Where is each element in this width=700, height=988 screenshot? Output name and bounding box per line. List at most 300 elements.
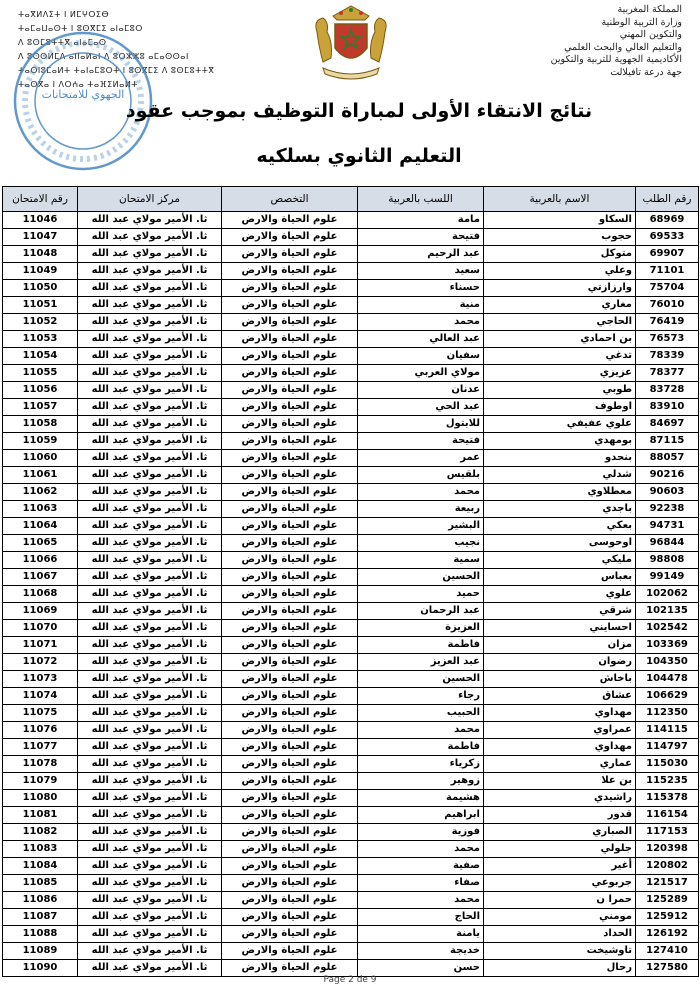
specialty-cell: علوم الحياة والارض xyxy=(222,416,358,433)
exam-number-cell: 11084 xyxy=(3,858,78,875)
request-number-cell: 103369 xyxy=(636,637,699,654)
family-name-cell: عمراوي xyxy=(484,722,636,739)
exam-center-cell: ثا. الأمير مولاي عبد الله xyxy=(78,858,222,875)
specialty-cell: علوم الحياة والارض xyxy=(222,484,358,501)
given-name-cell: عدنان xyxy=(358,382,484,399)
given-name-cell: مولاي العربي xyxy=(358,365,484,382)
page-subtitle: التعليم الثانوي بسلكيه xyxy=(256,145,462,167)
specialty-cell: علوم الحياة والارض xyxy=(222,586,358,603)
family-name-cell: أغير xyxy=(484,858,636,875)
specialty-cell: علوم الحياة والارض xyxy=(222,875,358,892)
exam-center-cell: ثا. الأمير مولاي عبد الله xyxy=(78,416,222,433)
table-row xyxy=(3,416,699,433)
request-number-cell: 78339 xyxy=(636,348,699,365)
given-name-cell: زوهير xyxy=(358,773,484,790)
exam-number-cell: 11087 xyxy=(3,909,78,926)
request-number-cell: 106629 xyxy=(636,688,699,705)
request-number-cell: 88057 xyxy=(636,450,699,467)
exam-number-cell: 11079 xyxy=(3,773,78,790)
header-line: ⵜⴰⴳⵍⴷⵉⵜ ⵏ ⵍⵎⵖⵔⵉⴱ xyxy=(18,10,110,19)
column-header: رقم الامتحان xyxy=(3,187,78,212)
family-name-cell: مليكي xyxy=(484,552,636,569)
exam-center-cell: ثا. الأمير مولاي عبد الله xyxy=(78,926,222,943)
request-number-cell: 87115 xyxy=(636,433,699,450)
specialty-cell: علوم الحياة والارض xyxy=(222,960,358,977)
table-row xyxy=(3,722,699,739)
specialty-cell: علوم الحياة والارض xyxy=(222,314,358,331)
given-name-cell: سعيد xyxy=(358,263,484,280)
specialty-cell: علوم الحياة والارض xyxy=(222,620,358,637)
given-name-cell: محمد xyxy=(358,484,484,501)
request-number-cell: 90216 xyxy=(636,467,699,484)
exam-number-cell: 11050 xyxy=(3,280,78,297)
header-line: ⴷ ⵓⵙⵙⵍⵎⴷ ⴰⵏⵏⴰⵍⴰⵏ ⴷ ⵓⵔⵣⵣⵓ ⴰⵎⴰⵙⵙⴰⵏ xyxy=(18,52,189,61)
family-name-cell: بنحدو xyxy=(484,450,636,467)
exam-center-cell: ثا. الأمير مولاي عبد الله xyxy=(78,739,222,756)
exam-center-cell: ثا. الأمير مولاي عبد الله xyxy=(78,586,222,603)
column-header: اللسب بالعربية xyxy=(358,187,484,212)
table-row xyxy=(3,603,699,620)
exam-number-cell: 11056 xyxy=(3,382,78,399)
table-row xyxy=(3,909,699,926)
given-name-cell: فاطمة xyxy=(358,637,484,654)
exam-number-cell: 11066 xyxy=(3,552,78,569)
request-number-cell: 92238 xyxy=(636,501,699,518)
family-name-cell: علوي xyxy=(484,586,636,603)
exam-number-cell: 11088 xyxy=(3,926,78,943)
exam-number-cell: 11047 xyxy=(3,229,78,246)
request-number-cell: 69533 xyxy=(636,229,699,246)
request-number-cell: 98808 xyxy=(636,552,699,569)
table-row xyxy=(3,484,699,501)
exam-number-cell: 11058 xyxy=(3,416,78,433)
request-number-cell: 76573 xyxy=(636,331,699,348)
given-name-cell: الحسين xyxy=(358,671,484,688)
specialty-cell: علوم الحياة والارض xyxy=(222,688,358,705)
exam-center-cell: ثا. الأمير مولاي عبد الله xyxy=(78,229,222,246)
given-name-cell: محمد xyxy=(358,841,484,858)
header-line: ⴷ ⵓⵙⵎⵓⵜⵜⴳ ⴰⵏⴰⵎⴰⵙ xyxy=(18,38,107,47)
table-row xyxy=(3,518,699,535)
specialty-cell: علوم الحياة والارض xyxy=(222,518,358,535)
exam-center-cell: ثا. الأمير مولاي عبد الله xyxy=(78,807,222,824)
family-name-cell: جلولي xyxy=(484,841,636,858)
exam-center-cell: ثا. الأمير مولاي عبد الله xyxy=(78,212,222,229)
table-body xyxy=(3,212,699,977)
given-name-cell: ربيعة xyxy=(358,501,484,518)
ministry-header-arabic xyxy=(432,4,682,79)
family-name-cell: مهداوي xyxy=(484,739,636,756)
exam-center-cell: ثا. الأمير مولاي عبد الله xyxy=(78,790,222,807)
table-row xyxy=(3,620,699,637)
family-name-cell: الحداد xyxy=(484,926,636,943)
family-name-cell: رحال xyxy=(484,960,636,977)
specialty-cell: علوم الحياة والارض xyxy=(222,280,358,297)
specialty-cell: علوم الحياة والارض xyxy=(222,637,358,654)
exam-center-cell: ثا. الأمير مولاي عبد الله xyxy=(78,382,222,399)
request-number-cell: 78377 xyxy=(636,365,699,382)
exam-number-cell: 11069 xyxy=(3,603,78,620)
given-name-cell: فوزية xyxy=(358,824,484,841)
table-row xyxy=(3,280,699,297)
specialty-cell: علوم الحياة والارض xyxy=(222,450,358,467)
family-name-cell: وعلي xyxy=(484,263,636,280)
specialty-cell: علوم الحياة والارض xyxy=(222,858,358,875)
exam-center-cell: ثا. الأمير مولاي عبد الله xyxy=(78,365,222,382)
exam-center-cell: ثا. الأمير مولاي عبد الله xyxy=(78,841,222,858)
column-header: الاسم بالعربية xyxy=(484,187,636,212)
exam-center-cell: ثا. الأمير مولاي عبد الله xyxy=(78,620,222,637)
exam-center-cell: ثا. الأمير مولاي عبد الله xyxy=(78,348,222,365)
exam-number-cell: 11081 xyxy=(3,807,78,824)
table-header-row xyxy=(3,187,699,212)
table-row xyxy=(3,365,699,382)
exam-center-cell: ثا. الأمير مولاي عبد الله xyxy=(78,535,222,552)
table-row xyxy=(3,552,699,569)
header-line: المملكة المغربية xyxy=(617,4,682,15)
request-number-cell: 120398 xyxy=(636,841,699,858)
family-name-cell: مهداوي xyxy=(484,705,636,722)
request-number-cell: 114115 xyxy=(636,722,699,739)
given-name-cell: حسناء xyxy=(358,280,484,297)
family-name-cell: الحاجي xyxy=(484,314,636,331)
exam-number-cell: 11057 xyxy=(3,399,78,416)
given-name-cell: منية xyxy=(358,297,484,314)
request-number-cell: 115030 xyxy=(636,756,699,773)
specialty-cell: علوم الحياة والارض xyxy=(222,654,358,671)
exam-center-cell: ثا. الأمير مولاي عبد الله xyxy=(78,280,222,297)
exam-center-cell: ثا. الأمير مولاي عبد الله xyxy=(78,654,222,671)
request-number-cell: 127410 xyxy=(636,943,699,960)
request-number-cell: 102135 xyxy=(636,603,699,620)
family-name-cell: بعكي xyxy=(484,518,636,535)
family-name-cell: عماري xyxy=(484,756,636,773)
given-name-cell: عبد الحي xyxy=(358,399,484,416)
request-number-cell: 102062 xyxy=(636,586,699,603)
family-name-cell: راشيدي xyxy=(484,790,636,807)
exam-number-cell: 11065 xyxy=(3,535,78,552)
exam-number-cell: 11064 xyxy=(3,518,78,535)
exam-center-cell: ثا. الأمير مولاي عبد الله xyxy=(78,875,222,892)
exam-center-cell: ثا. الأمير مولاي عبد الله xyxy=(78,892,222,909)
given-name-cell: للابتول xyxy=(358,416,484,433)
family-name-cell: مغاري xyxy=(484,297,636,314)
request-number-cell: 112350 xyxy=(636,705,699,722)
exam-center-cell: ثا. الأمير مولاي عبد الله xyxy=(78,603,222,620)
specialty-cell: علوم الحياة والارض xyxy=(222,365,358,382)
given-name-cell: هشيمة xyxy=(358,790,484,807)
exam-number-cell: 11083 xyxy=(3,841,78,858)
given-name-cell: يامنة xyxy=(358,926,484,943)
specialty-cell: علوم الحياة والارض xyxy=(222,382,358,399)
given-name-cell: عبد الرحمان xyxy=(358,603,484,620)
specialty-cell: علوم الحياة والارض xyxy=(222,824,358,841)
table-row xyxy=(3,450,699,467)
table-row xyxy=(3,875,699,892)
header-line: وزارة التربية الوطنية xyxy=(601,16,682,28)
family-name-cell: علوي عفيفي xyxy=(484,416,636,433)
given-name-cell: عبد العالي xyxy=(358,331,484,348)
given-name-cell: عمر xyxy=(358,450,484,467)
family-name-cell: اوطوف xyxy=(484,399,636,416)
table-row xyxy=(3,943,699,960)
family-name-cell: احسايني xyxy=(484,620,636,637)
exam-number-cell: 11073 xyxy=(3,671,78,688)
table-row xyxy=(3,773,699,790)
given-name-cell: صفية xyxy=(358,858,484,875)
family-name-cell: معطلاوي xyxy=(484,484,636,501)
moroccan-coat-of-arms-icon xyxy=(303,2,399,86)
family-name-cell: الصباري xyxy=(484,824,636,841)
request-number-cell: 117153 xyxy=(636,824,699,841)
exam-number-cell: 11089 xyxy=(3,943,78,960)
exam-number-cell: 11071 xyxy=(3,637,78,654)
specialty-cell: علوم الحياة والارض xyxy=(222,807,358,824)
request-number-cell: 99149 xyxy=(636,569,699,586)
given-name-cell: محمد xyxy=(358,722,484,739)
given-name-cell: زكرياء xyxy=(358,756,484,773)
table-row xyxy=(3,297,699,314)
given-name-cell: عبد الرحيم xyxy=(358,246,484,263)
given-name-cell: بلقيس xyxy=(358,467,484,484)
request-number-cell: 121517 xyxy=(636,875,699,892)
family-name-cell: السكاو xyxy=(484,212,636,229)
header-line: ⵜⴰⵙⴳⴰ ⵏ ⴷⵔⵄⴰ ⵜⴰⴼⵉⵍⴰⵍⵜ xyxy=(18,80,138,89)
table-row xyxy=(3,467,699,484)
request-number-cell: 76010 xyxy=(636,297,699,314)
exam-number-cell: 11060 xyxy=(3,450,78,467)
stamp-text: الجهوي للامتحانات xyxy=(41,88,125,101)
table-row xyxy=(3,314,699,331)
given-name-cell: نجيب xyxy=(358,535,484,552)
family-name-cell: تاوشيخت xyxy=(484,943,636,960)
request-number-cell: 84697 xyxy=(636,416,699,433)
request-number-cell: 120802 xyxy=(636,858,699,875)
table-row xyxy=(3,637,699,654)
table-row xyxy=(3,399,699,416)
exam-center-cell: ثا. الأمير مولاي عبد الله xyxy=(78,756,222,773)
exam-center-cell: ثا. الأمير مولاي عبد الله xyxy=(78,671,222,688)
specialty-cell: علوم الحياة والارض xyxy=(222,926,358,943)
family-name-cell: مزان xyxy=(484,637,636,654)
request-number-cell: 115235 xyxy=(636,773,699,790)
header-line: جهة درعة تافيلالت xyxy=(610,66,682,78)
table-row xyxy=(3,382,699,399)
specialty-cell: علوم الحياة والارض xyxy=(222,705,358,722)
specialty-cell: علوم الحياة والارض xyxy=(222,535,358,552)
table-row xyxy=(3,535,699,552)
exam-center-cell: ثا. الأمير مولاي عبد الله xyxy=(78,331,222,348)
family-name-cell: بعباس xyxy=(484,569,636,586)
header-line: ⵜⴰⵙⵏⵓⵎⴰⵍⵜ ⵜⴰⵏⴰⵎⵓⵔⵜ ⵏ ⵓⵙⴳⵎⵉ ⴷ ⵓⵙⵎⵓⵜⵜⴳ xyxy=(18,66,215,75)
specialty-cell: علوم الحياة والارض xyxy=(222,467,358,484)
table-row xyxy=(3,824,699,841)
given-name-cell: حسن xyxy=(358,960,484,977)
exam-number-cell: 11062 xyxy=(3,484,78,501)
request-number-cell: 104478 xyxy=(636,671,699,688)
exam-number-cell: 11072 xyxy=(3,654,78,671)
request-number-cell: 68969 xyxy=(636,212,699,229)
specialty-cell: علوم الحياة والارض xyxy=(222,756,358,773)
exam-number-cell: 11055 xyxy=(3,365,78,382)
exam-center-cell: ثا. الأمير مولاي عبد الله xyxy=(78,450,222,467)
specialty-cell: علوم الحياة والارض xyxy=(222,909,358,926)
table-row xyxy=(3,569,699,586)
family-name-cell: مومني xyxy=(484,909,636,926)
exam-center-cell: ثا. الأمير مولاي عبد الله xyxy=(78,433,222,450)
exam-number-cell: 11068 xyxy=(3,586,78,603)
exam-center-cell: ثا. الأمير مولاي عبد الله xyxy=(78,824,222,841)
column-header: مركز الامتحان xyxy=(78,187,222,212)
header-line: والتكوين المهني xyxy=(619,29,682,40)
table-row xyxy=(3,229,699,246)
exam-center-cell: ثا. الأمير مولاي عبد الله xyxy=(78,722,222,739)
given-name-cell: مامة xyxy=(358,212,484,229)
exam-center-cell: ثا. الأمير مولاي عبد الله xyxy=(78,518,222,535)
exam-number-cell: 11078 xyxy=(3,756,78,773)
specialty-cell: علوم الحياة والارض xyxy=(222,433,358,450)
table-row xyxy=(3,960,699,977)
given-name-cell: سمية xyxy=(358,552,484,569)
specialty-cell: علوم الحياة والارض xyxy=(222,212,358,229)
given-name-cell: فاطمة xyxy=(358,739,484,756)
request-number-cell: 69907 xyxy=(636,246,699,263)
family-name-cell: اوحوسى xyxy=(484,535,636,552)
exam-number-cell: 11052 xyxy=(3,314,78,331)
request-number-cell: 125289 xyxy=(636,892,699,909)
specialty-cell: علوم الحياة والارض xyxy=(222,297,358,314)
exam-center-cell: ثا. الأمير مولاي عبد الله xyxy=(78,688,222,705)
request-number-cell: 116154 xyxy=(636,807,699,824)
specialty-cell: علوم الحياة والارض xyxy=(222,671,358,688)
specialty-cell: علوم الحياة والارض xyxy=(222,773,358,790)
request-number-cell: 104350 xyxy=(636,654,699,671)
given-name-cell: عبد العزيز xyxy=(358,654,484,671)
header-line: والتعليم العالي والبحث العلمي xyxy=(564,41,682,53)
exam-center-cell: ثا. الأمير مولاي عبد الله xyxy=(78,399,222,416)
specialty-cell: علوم الحياة والارض xyxy=(222,892,358,909)
table-row xyxy=(3,926,699,943)
specialty-cell: علوم الحياة والارض xyxy=(222,739,358,756)
exam-number-cell: 11074 xyxy=(3,688,78,705)
family-name-cell: تدغي xyxy=(484,348,636,365)
exam-number-cell: 11082 xyxy=(3,824,78,841)
header-line: الأكاديمية الجهوية للتربية والتكوين xyxy=(550,54,682,65)
exam-number-cell: 11090 xyxy=(3,960,78,977)
given-name-cell: فتيحة xyxy=(358,229,484,246)
exam-center-cell: ثا. الأمير مولاي عبد الله xyxy=(78,705,222,722)
given-name-cell: الحبيب xyxy=(358,705,484,722)
family-name-cell: بومهدي xyxy=(484,433,636,450)
family-name-cell: جربوعي xyxy=(484,875,636,892)
family-name-cell: باخاش xyxy=(484,671,636,688)
exam-number-cell: 11085 xyxy=(3,875,78,892)
specialty-cell: علوم الحياة والارض xyxy=(222,229,358,246)
given-name-cell: صفاء xyxy=(358,875,484,892)
page-title: نتائج الانتقاء الأولى لمباراة التوظيف بموجب عقود xyxy=(125,100,593,122)
request-number-cell: 96844 xyxy=(636,535,699,552)
table-row xyxy=(3,807,699,824)
table-row xyxy=(3,331,699,348)
exam-number-cell: 11049 xyxy=(3,263,78,280)
column-header: رقم الطلب xyxy=(636,187,699,212)
family-name-cell: بن علا xyxy=(484,773,636,790)
exam-center-cell: ثا. الأمير مولاي عبد الله xyxy=(78,314,222,331)
family-name-cell: رضوان xyxy=(484,654,636,671)
specialty-cell: علوم الحياة والارض xyxy=(222,569,358,586)
request-number-cell: 75704 xyxy=(636,280,699,297)
specialty-cell: علوم الحياة والارض xyxy=(222,331,358,348)
specialty-cell: علوم الحياة والارض xyxy=(222,790,358,807)
exam-center-cell: ثا. الأمير مولاي عبد الله xyxy=(78,484,222,501)
exam-number-cell: 11054 xyxy=(3,348,78,365)
specialty-cell: علوم الحياة والارض xyxy=(222,501,358,518)
given-name-cell: فتيحة xyxy=(358,433,484,450)
exam-center-cell: ثا. الأمير مولاي عبد الله xyxy=(78,467,222,484)
family-name-cell: وارزازتي xyxy=(484,280,636,297)
exam-number-cell: 11048 xyxy=(3,246,78,263)
exam-center-cell: ثا. الأمير مولاي عبد الله xyxy=(78,501,222,518)
request-number-cell: 102542 xyxy=(636,620,699,637)
exam-number-cell: 11075 xyxy=(3,705,78,722)
request-number-cell: 125912 xyxy=(636,909,699,926)
table-row xyxy=(3,263,699,280)
exam-center-cell: ثا. الأمير مولاي عبد الله xyxy=(78,569,222,586)
exam-number-cell: 11059 xyxy=(3,433,78,450)
page-footer: Page 2 de 9 xyxy=(323,975,377,985)
request-number-cell: 83728 xyxy=(636,382,699,399)
exam-center-cell: ثا. الأمير مولاي عبد الله xyxy=(78,552,222,569)
table-row xyxy=(3,246,699,263)
exam-number-cell: 11067 xyxy=(3,569,78,586)
request-number-cell: 115378 xyxy=(636,790,699,807)
request-number-cell: 83910 xyxy=(636,399,699,416)
exam-number-cell: 11070 xyxy=(3,620,78,637)
given-name-cell: سفيان xyxy=(358,348,484,365)
header-line: ⵜⴰⵎⴰⵡⴰⵙⵜ ⵏ ⵓⵙⴳⵎⵉ ⴰⵏⴰⵎⵓⵔ xyxy=(18,24,143,33)
exam-center-cell: ثا. الأمير مولاي عبد الله xyxy=(78,297,222,314)
table-row xyxy=(3,654,699,671)
given-name-cell: الحسين xyxy=(358,569,484,586)
column-header: التخصص xyxy=(222,187,358,212)
family-name-cell: متوكل xyxy=(484,246,636,263)
family-name-cell: بن احمادي xyxy=(484,331,636,348)
request-number-cell: 76419 xyxy=(636,314,699,331)
exam-number-cell: 11063 xyxy=(3,501,78,518)
given-name-cell: رجاء xyxy=(358,688,484,705)
exam-number-cell: 11077 xyxy=(3,739,78,756)
family-name-cell: حجوب xyxy=(484,229,636,246)
request-number-cell: 126192 xyxy=(636,926,699,943)
exam-center-cell: ثا. الأمير مولاي عبد الله xyxy=(78,943,222,960)
specialty-cell: علوم الحياة والارض xyxy=(222,603,358,620)
given-name-cell: العزيزة xyxy=(358,620,484,637)
request-number-cell: 127580 xyxy=(636,960,699,977)
specialty-cell: علوم الحياة والارض xyxy=(222,943,358,960)
given-name-cell: الحاج xyxy=(358,909,484,926)
table-row xyxy=(3,739,699,756)
specialty-cell: علوم الحياة والارض xyxy=(222,552,358,569)
given-name-cell: حميد xyxy=(358,586,484,603)
exam-center-cell: ثا. الأمير مولاي عبد الله xyxy=(78,637,222,654)
table-row xyxy=(3,501,699,518)
request-number-cell: 94731 xyxy=(636,518,699,535)
exam-number-cell: 11046 xyxy=(3,212,78,229)
table-row xyxy=(3,433,699,450)
given-name-cell: محمد xyxy=(358,892,484,909)
family-name-cell: شدلي xyxy=(484,467,636,484)
given-name-cell: البشير xyxy=(358,518,484,535)
